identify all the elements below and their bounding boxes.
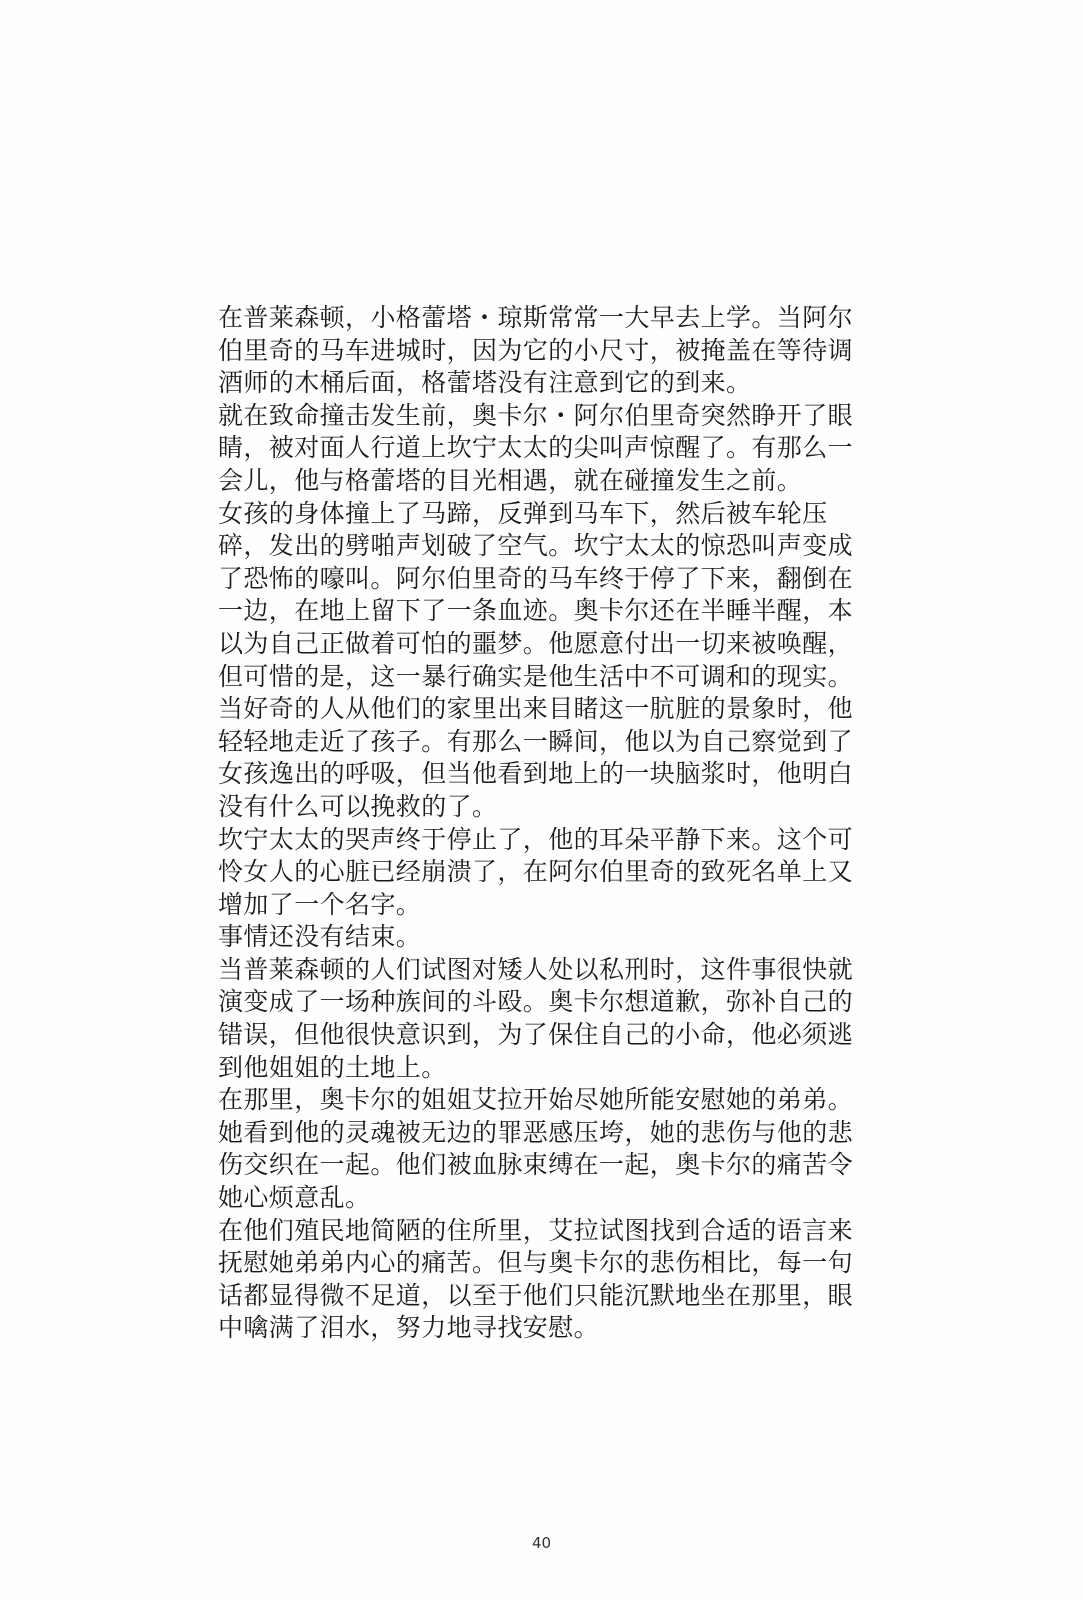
text-line: 当普莱森顿的人们试图对矮人处以私刑时，这件事很快就 <box>218 954 854 984</box>
text-line: 但可惜的是，这一暴行确实是他生活中不可调和的现实。 <box>218 661 854 691</box>
text-line: 到他姐姐的土地上。 <box>218 1052 447 1082</box>
text-line: 伤交织在一起。他们被血脉束缚在一起，奥卡尔的痛苦令 <box>218 1150 854 1180</box>
text-line: 一边，在地上留下了一条血迹。奥卡尔还在半睡半醒，本 <box>218 596 854 626</box>
text-line: 女孩逸出的呼吸，但当他看到地上的一块脑浆时，他明白 <box>218 759 854 789</box>
text-line: 以为自己正做着可怕的噩梦。他愿意付出一切来被唤醒， <box>218 628 854 658</box>
text-line: 在他们殖民地简陋的住所里，艾拉试图找到合适的语言来 <box>218 1215 854 1245</box>
page-number: 40 <box>531 1534 552 1552</box>
text-line: 会儿，他与格蕾塔的目光相遇，就在碰撞发生之前。 <box>218 465 803 495</box>
text-line: 演变成了一场种族间的斗殴。奥卡尔想道歉，弥补自己的 <box>218 987 854 1017</box>
text-line: 了恐怖的嚎叫。阿尔伯里奇的马车终于停了下来，翻倒在 <box>218 563 854 593</box>
text-line: 事情还没有结束。 <box>218 922 422 952</box>
text-line: 就在致命撞击发生前，奥卡尔・阿尔伯里奇突然睁开了眼 <box>218 400 854 430</box>
text-line: 酒师的木桶后面，格蕾塔没有注意到它的到来。 <box>218 368 752 398</box>
text-line: 在那里，奥卡尔的姐姐艾拉开始尽她所能安慰她的弟弟。 <box>218 1085 854 1115</box>
text-line: 没有什么可以挽救的了。 <box>218 791 498 821</box>
body-text <box>218 302 868 1345</box>
text-line: 抚慰她弟弟内心的痛苦。但与奥卡尔的悲伤相比，每一句 <box>218 1248 854 1278</box>
text-line: 怜女人的心脏已经崩溃了，在阿尔伯里奇的致死名单上又 <box>218 857 854 887</box>
text-line: 增加了一个名字。 <box>218 889 422 919</box>
text-line: 当好奇的人从他们的家里出来目睹这一肮脏的景象时，他 <box>218 694 854 724</box>
text-line: 轻轻地走近了孩子。有那么一瞬间，他以为自己察觉到了 <box>218 726 854 756</box>
text-line: 伯里奇的马车进城时，因为它的小尺寸，被掩盖在等待调 <box>218 335 854 365</box>
text-line: 在普莱森顿，小格蕾塔・琼斯常常一大早去上学。当阿尔 <box>218 303 854 332</box>
text-line: 话都显得微不足道，以至于他们只能沉默地坐在那里，眼 <box>218 1280 854 1310</box>
text-line: 碎，发出的劈啪声划破了空气。坎宁太太的惊恐叫声变成 <box>218 531 854 561</box>
text-line: 错误，但他很快意识到，为了保住自己的小命，他必须逃 <box>218 1020 854 1050</box>
text-line: 女孩的身体撞上了马蹄，反弹到马车下，然后被车轮压 <box>218 498 828 528</box>
text-line: 坎宁太太的哭声终于停止了，他的耳朵平静下来。这个可 <box>218 824 854 854</box>
text-line: 中噙满了泪水，努力地寻找安慰。 <box>218 1313 600 1343</box>
text-line: 睛，被对面人行道上坎宁太太的尖叫声惊醒了。有那么一 <box>218 433 854 463</box>
text-line: 她看到他的灵魂被无边的罪恶感压垮，她的悲伤与他的悲 <box>218 1117 854 1147</box>
text-line: 她心烦意乱。 <box>218 1183 371 1213</box>
